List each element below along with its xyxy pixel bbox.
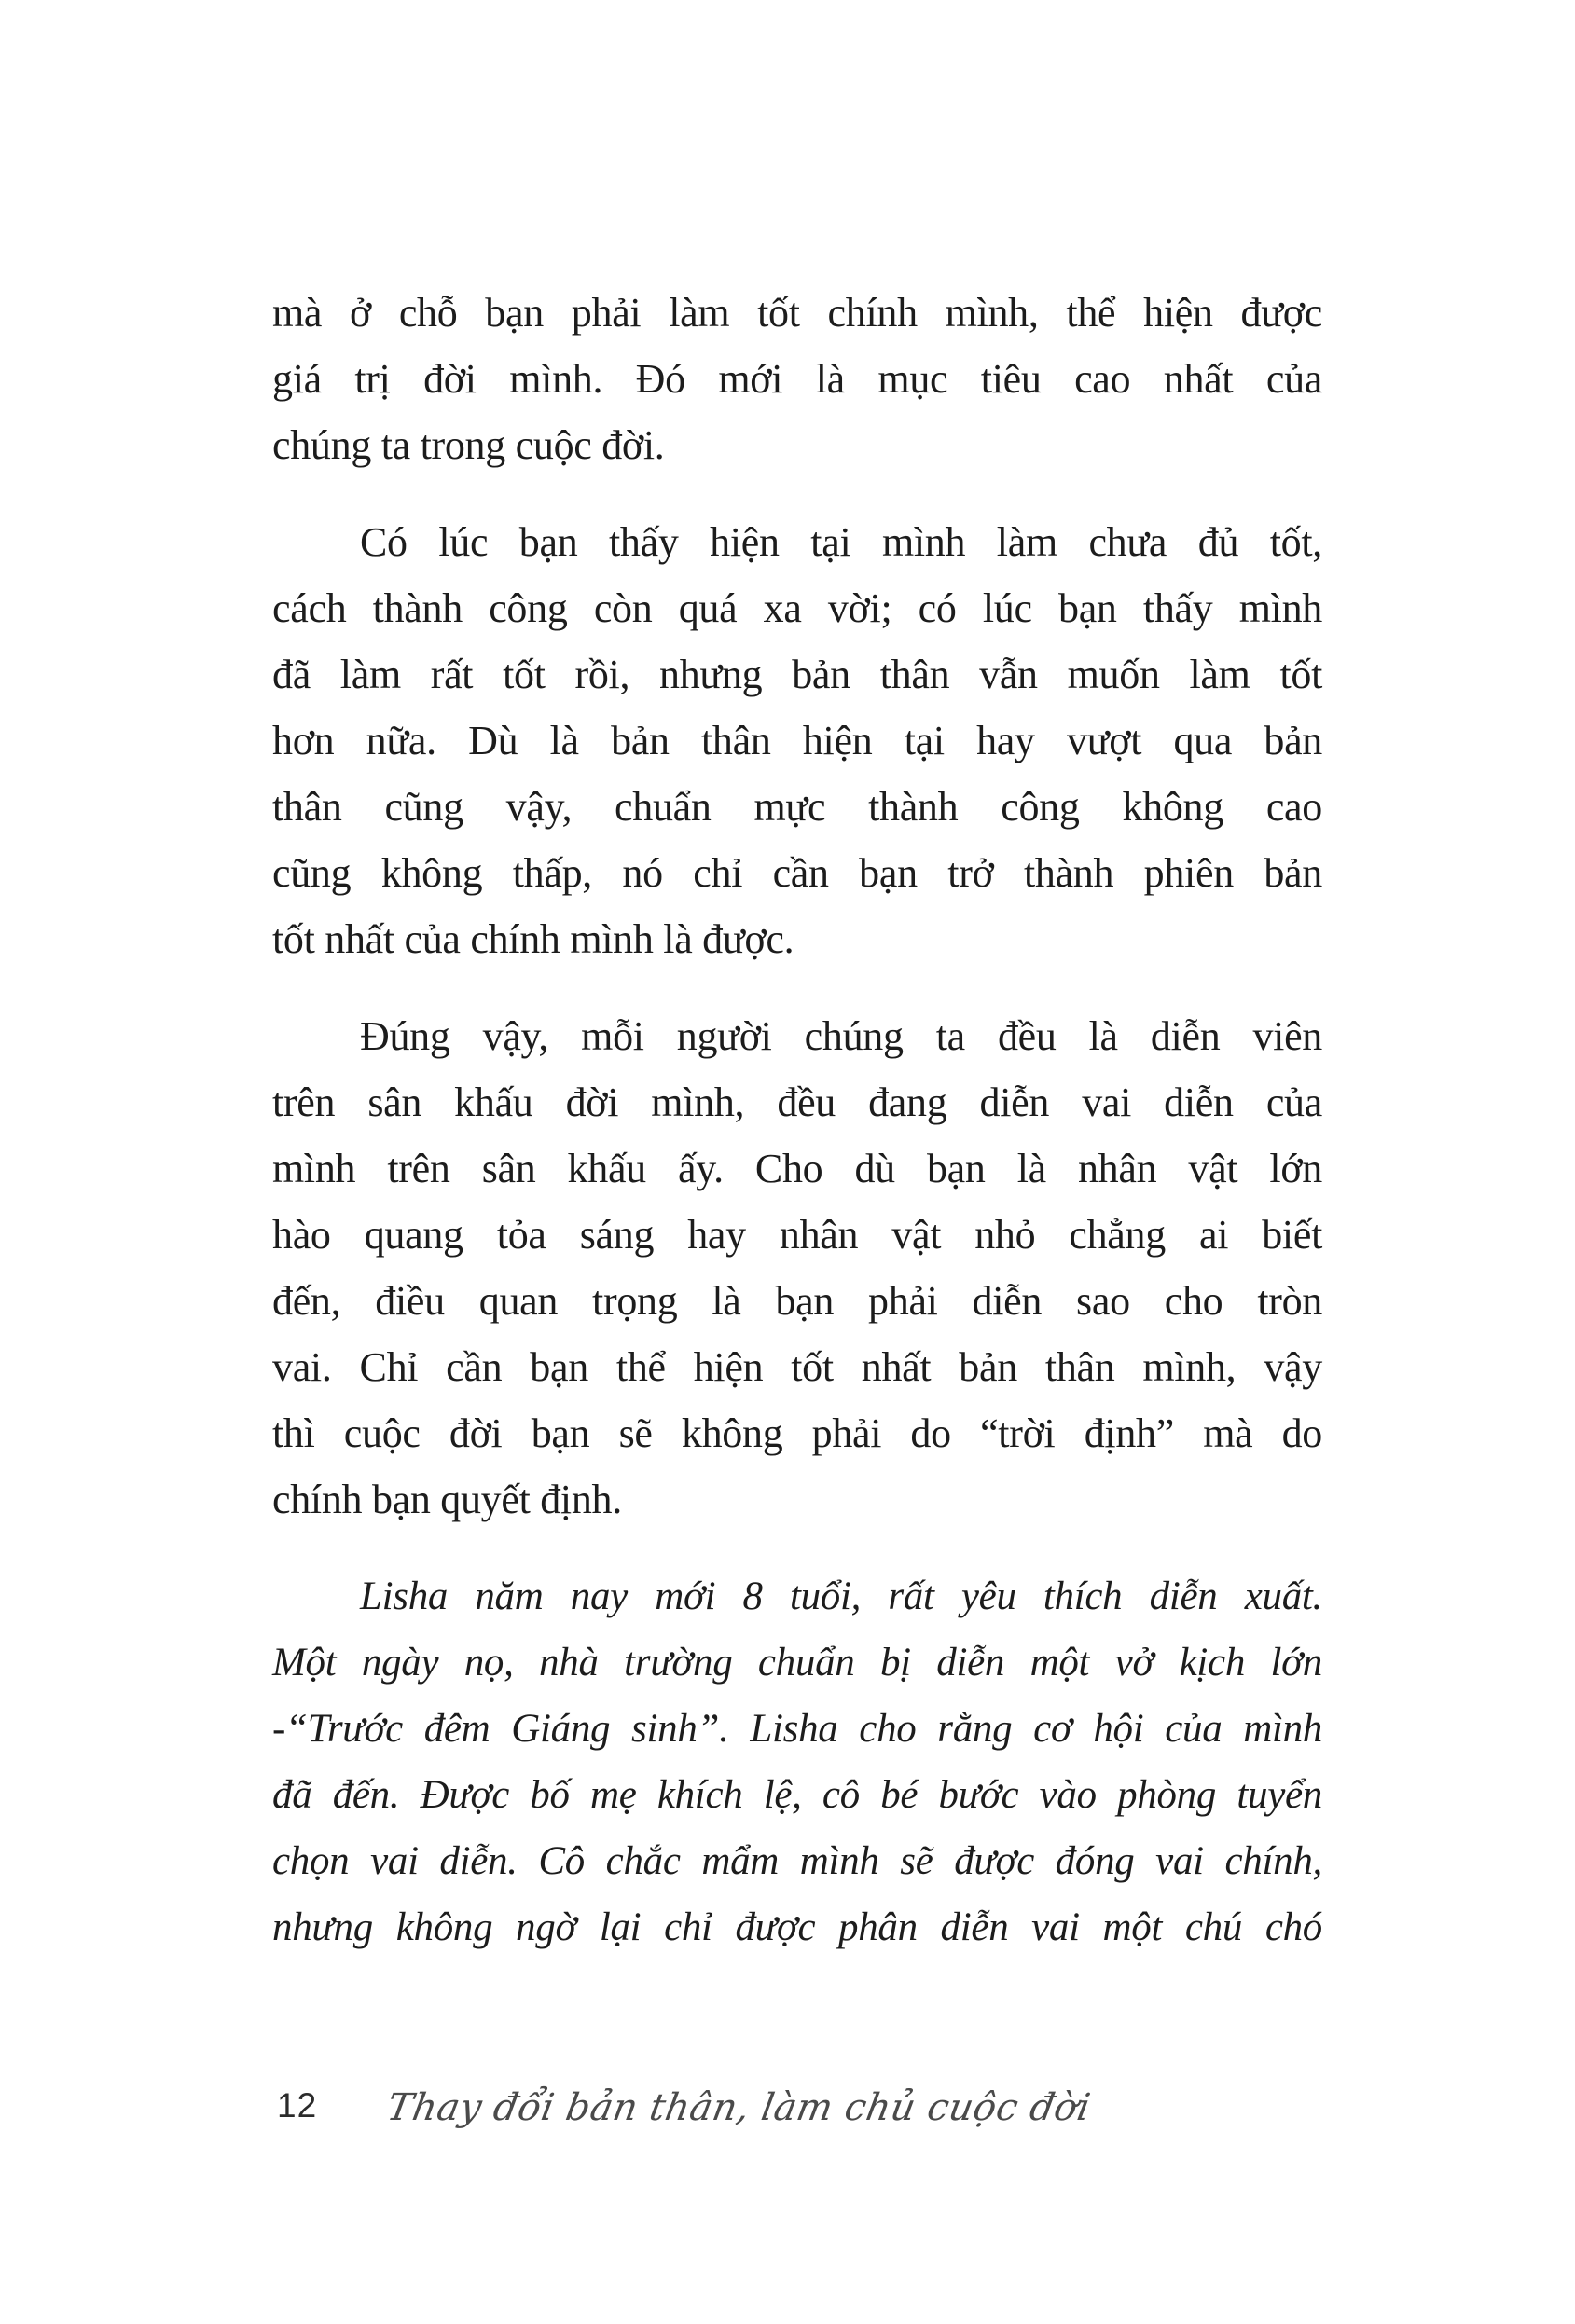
text-line: Có lúc bạn thấy hiện tại mình làm chưa đủ tốt, bbox=[360, 519, 1322, 565]
text-line: đến, điều quan trọng là bạn phải diễn sao cho tròn bbox=[272, 1278, 1322, 1324]
text-line: thân cũng vậy, chuẩn mực thành công không cao bbox=[272, 784, 1322, 830]
text-line: mà ở chỗ bạn phải làm tốt chính mình, thể hiện được bbox=[272, 290, 1322, 336]
text-line: đã đến. Được bố mẹ khích lệ, cô bé bước vào phòng tuyển bbox=[272, 1773, 1322, 1817]
text-line: cũng không thấp, nó chỉ cần bạn trở thành phiên bản bbox=[272, 850, 1322, 896]
body-text bbox=[272, 280, 1322, 1991]
text-line: chọn vai diễn. Cô chắc mẩm mình sẽ được đóng vai chính, bbox=[272, 1839, 1322, 1883]
text-line: nhưng không ngờ lại chỉ được phân diễn vai một chú chó bbox=[272, 1905, 1322, 1949]
text-line: trên sân khấu đời mình, đều đang diễn vai diễn của bbox=[272, 1079, 1322, 1125]
text-line: Lisha năm nay mới 8 tuổi, rất yêu thích diễn xuất. bbox=[360, 1575, 1322, 1618]
running-book-title: Thay đổi bản thân, làm chủ cuộc đời bbox=[383, 2086, 1094, 2129]
text-line: tốt nhất của chính mình là được. bbox=[272, 916, 794, 962]
text-line: mình trên sân khấu ấy. Cho dù bạn là nhân vật lớn bbox=[272, 1146, 1322, 1191]
page-number: 12 bbox=[277, 2086, 318, 2125]
paragraph-4-story bbox=[272, 1563, 1322, 1960]
text-line: đã làm rất tốt rồi, nhưng bản thân vẫn muốn làm tốt bbox=[272, 652, 1322, 697]
text-line: chúng ta trong cuộc đời. bbox=[272, 422, 665, 468]
text-line: giá trị đời mình. Đó mới là mục tiêu cao nhất của bbox=[272, 356, 1322, 402]
paragraph-3 bbox=[272, 1003, 1322, 1533]
text-line: vai. Chỉ cần bạn thể hiện tốt nhất bản thân mình, vậy bbox=[272, 1344, 1322, 1390]
paragraph-1 bbox=[272, 280, 1322, 478]
text-line: Đúng vậy, mỗi người chúng ta đều là diễn viên bbox=[360, 1013, 1322, 1059]
text-line: -“Trước đêm Giáng sinh”. Lisha cho rằng cơ hội của mình bbox=[272, 1707, 1322, 1751]
footer bbox=[0, 2068, 1575, 2170]
text-line: chính bạn quyết định. bbox=[272, 1477, 622, 1522]
text-line: Một ngày nọ, nhà trường chuẩn bị diễn một vở kịch lớn bbox=[272, 1641, 1322, 1685]
text-line: hào quang tỏa sáng hay nhân vật nhỏ chẳng ai biết bbox=[272, 1212, 1322, 1258]
text-line: thì cuộc đời bạn sẽ không phải do “trời định” mà do bbox=[272, 1410, 1322, 1456]
text-line: hơn nữa. Dù là bản thân hiện tại hay vượt qua bản bbox=[272, 718, 1322, 763]
paragraph-2 bbox=[272, 509, 1322, 972]
text-line: cách thành công còn quá xa vời; có lúc bạn thấy mình bbox=[272, 585, 1322, 631]
